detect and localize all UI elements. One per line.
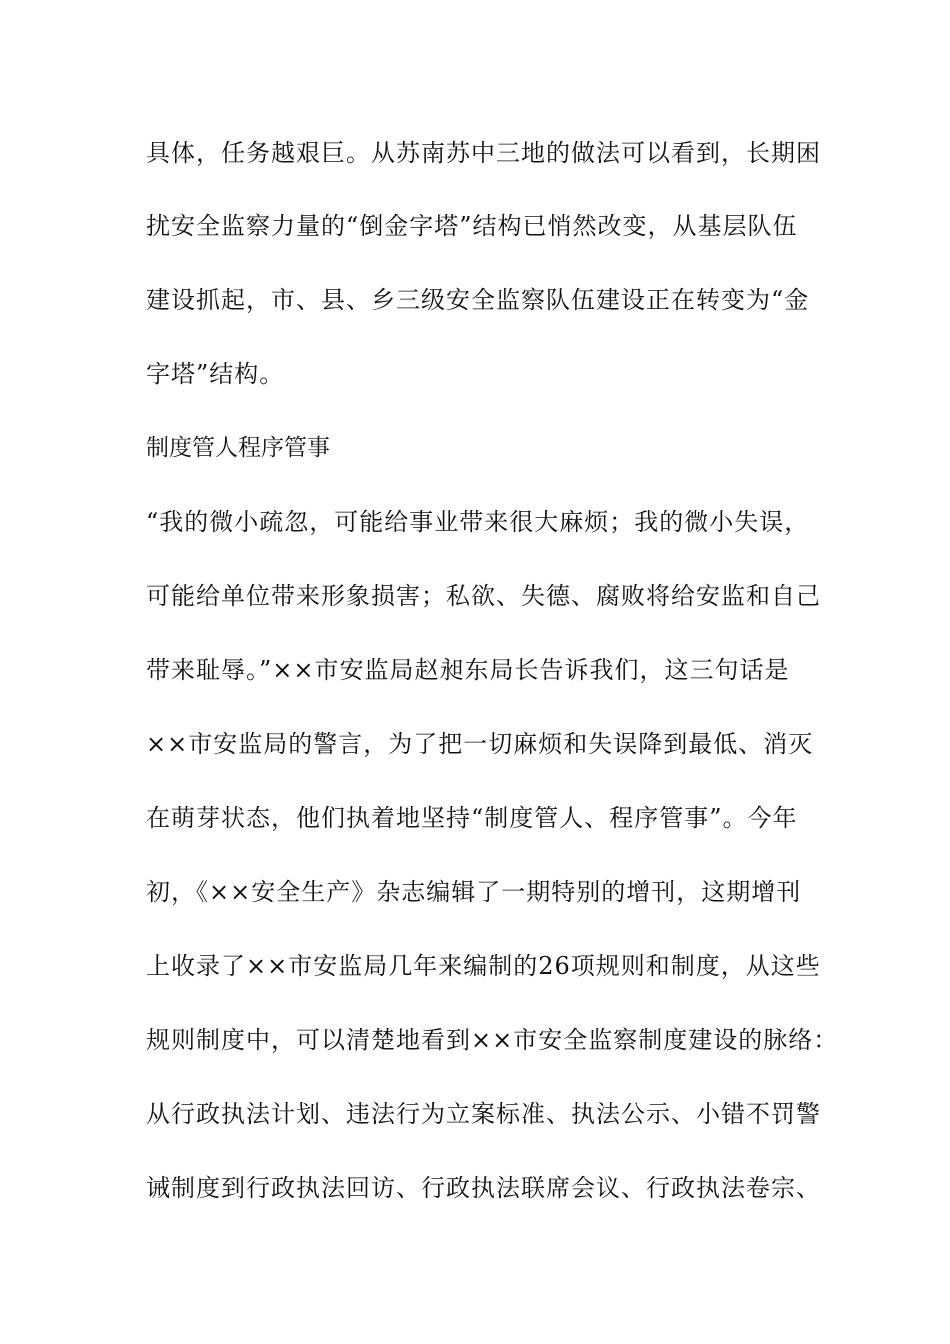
paragraph-line: 字塔”结构。 xyxy=(146,360,285,388)
paragraph-line: 在萌芽状态，他们执着地坚持“制度管人、程序管事”。今年 xyxy=(146,804,798,832)
paragraph-line: “我的微小疏忽，可能给事业带来很大麻烦；我的微小失误， xyxy=(146,508,810,536)
paragraph-line: 建设抓起，市、县、乡三级安全监察队伍建设正在转变为“金 xyxy=(146,286,810,314)
paragraph-line: 初，《××安全生产》杂志编辑了一期特别的增刊，这期增刊 xyxy=(146,878,802,906)
paragraph-line: 带来耻辱。”××市安监局赵昶东局长告诉我们，这三句话是 xyxy=(146,656,790,684)
paragraph-line: 具体，任务越艰巨。从苏南苏中三地的做法可以看到，长期困 xyxy=(146,139,821,167)
paragraph-line: 诫制度到行政执法回访、行政执法联席会议、行政执法卷宗、 xyxy=(146,1174,821,1202)
section-heading: 制度管人程序管事 xyxy=(146,435,330,461)
paragraph-line: 可能给单位带来形象损害；私欲、失德、腐败将给安监和自己 xyxy=(146,582,821,610)
paragraph-line: ××市安监局的警言，为了把一切麻烦和失误降到最低、消灭 xyxy=(146,730,814,758)
paragraph-line: 扰安全监察力量的“倒金字塔”结构已悄然改变，从基层队伍 xyxy=(146,212,798,240)
paragraph-line: 上收录了××市安监局几年来编制的26项规则和制度，从这些 xyxy=(146,952,821,980)
paragraph-line: 规则制度中，可以清楚地看到××市安全监察制度建设的脉络： xyxy=(146,1026,839,1054)
paragraph-line: 从行政执法计划、违法行为立案标准、执法公示、小错不罚警 xyxy=(146,1100,821,1128)
